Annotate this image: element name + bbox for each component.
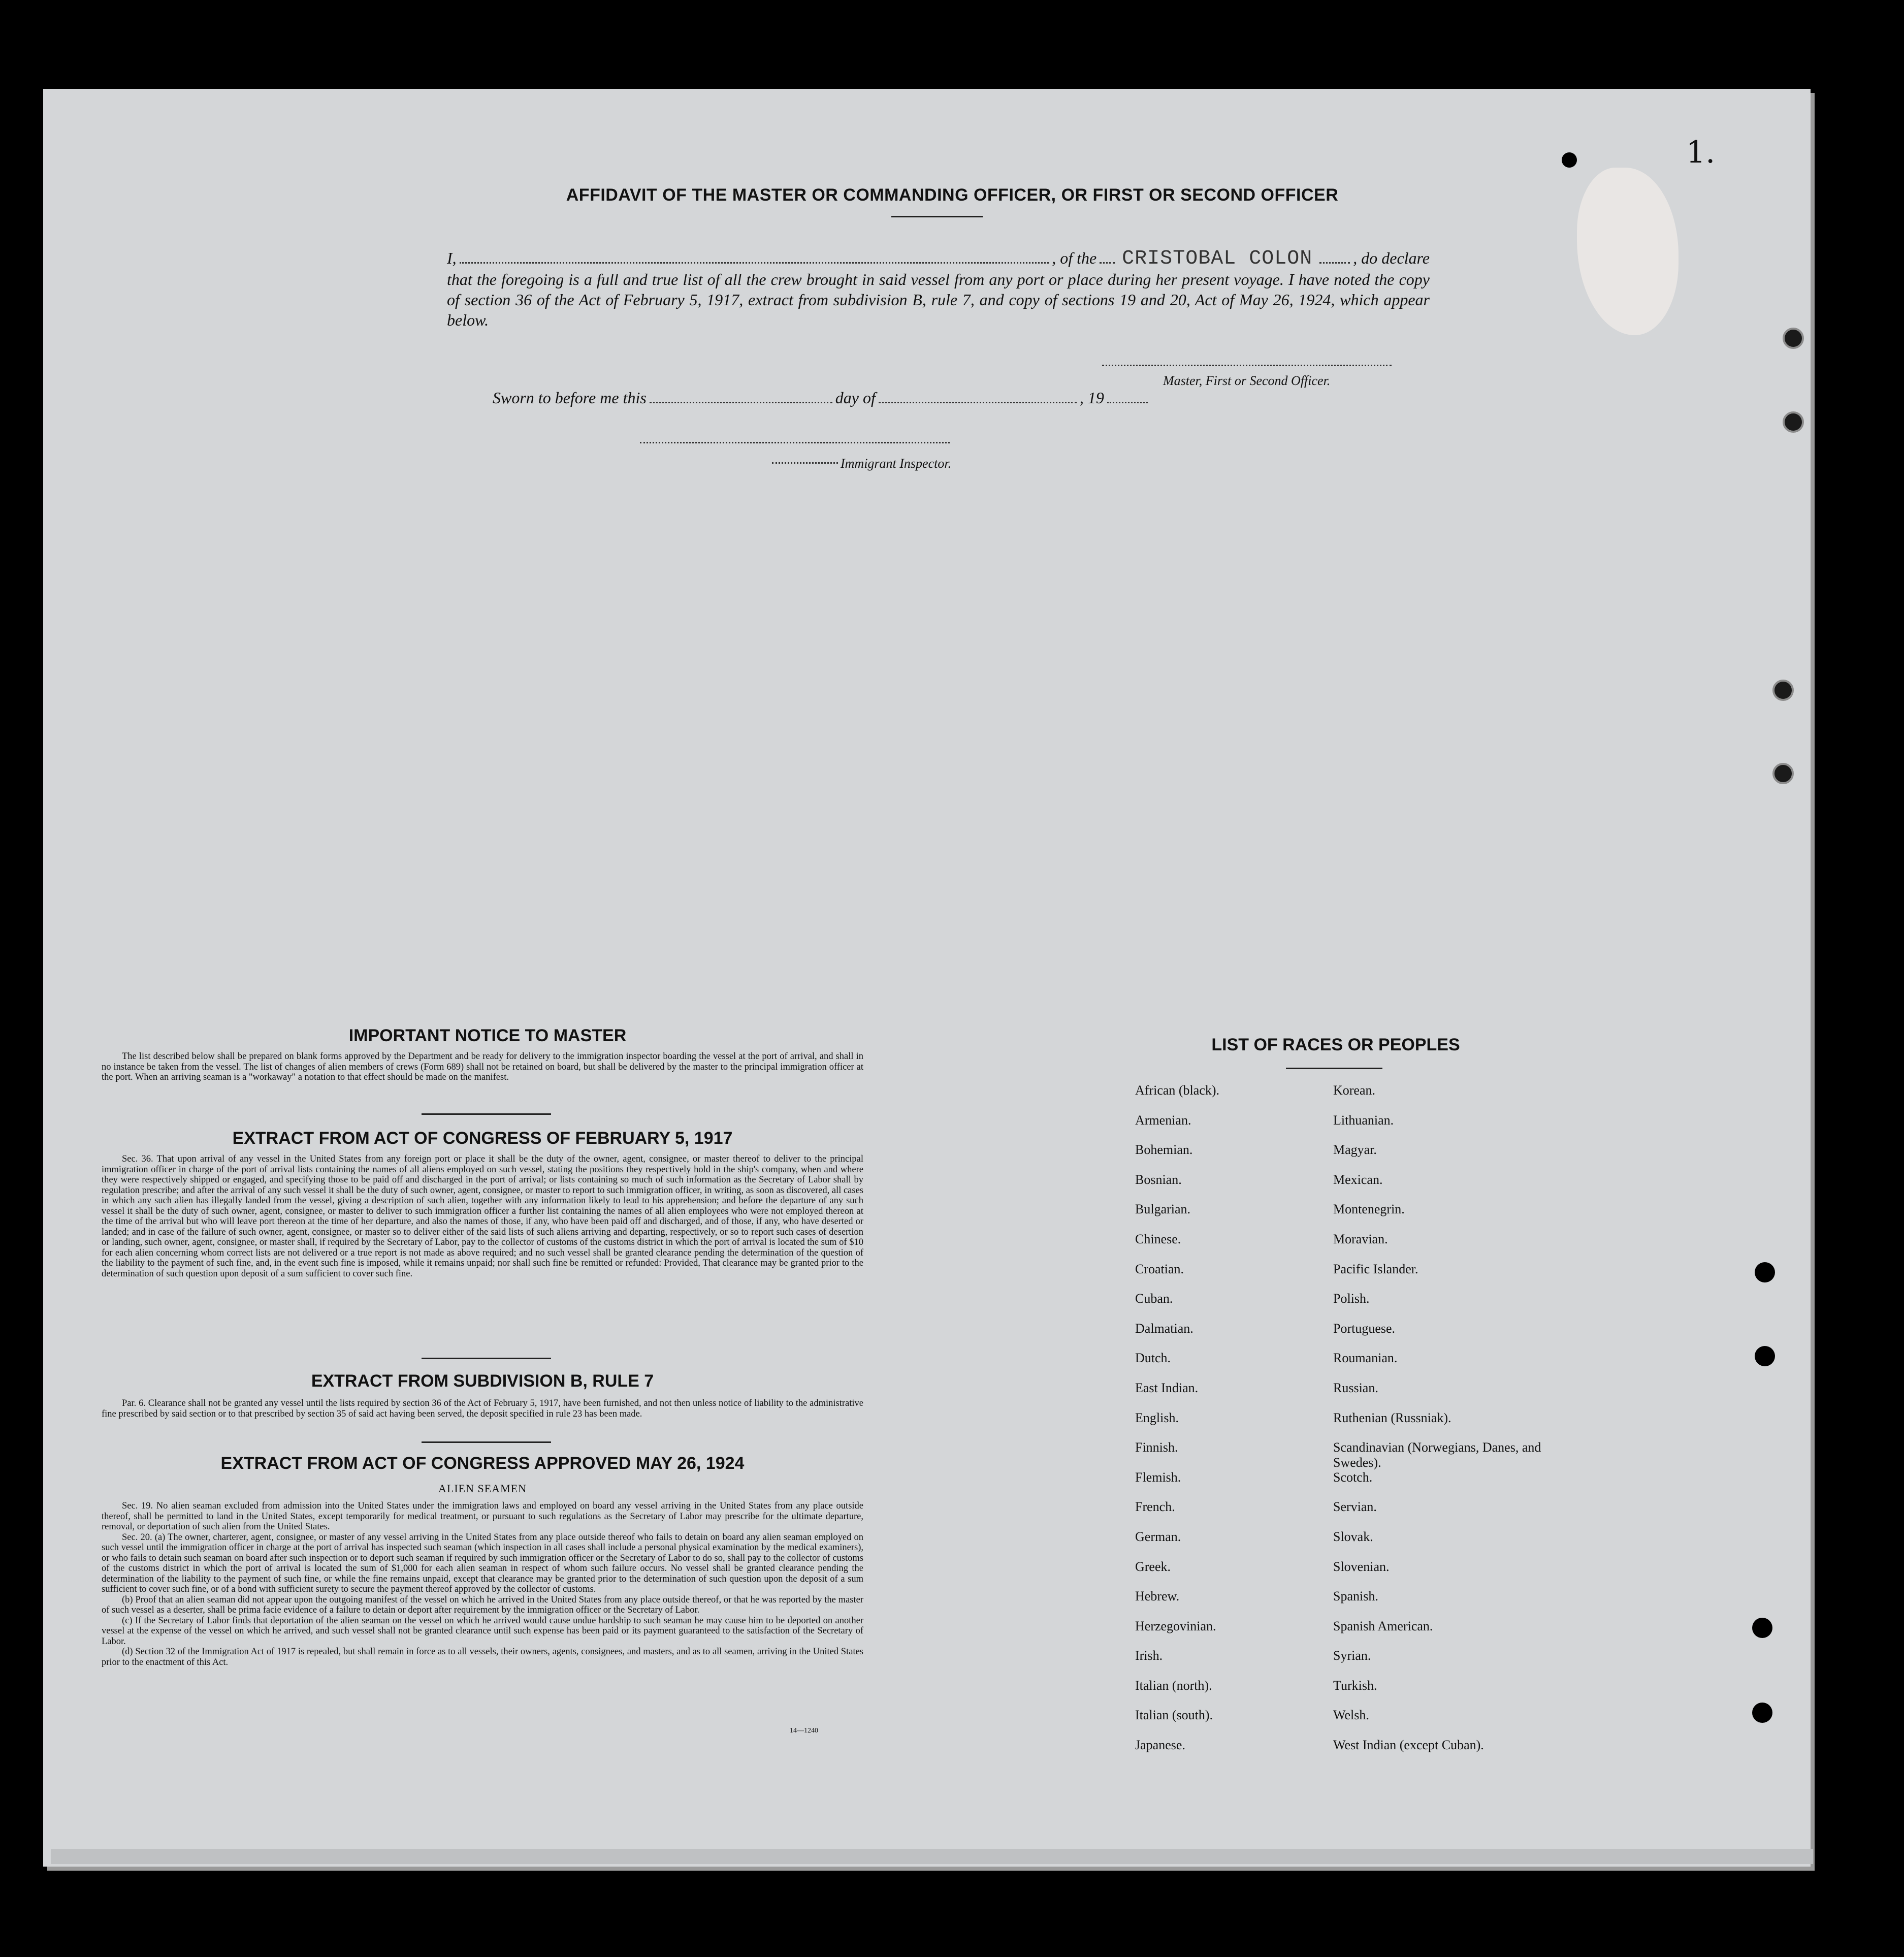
race-item: Spanish American. xyxy=(1333,1618,1433,1633)
race-item: Montenegrin. xyxy=(1333,1202,1405,1217)
notice-title: IMPORTANT NOTICE TO MASTER xyxy=(348,1026,627,1045)
name-blank[interactable] xyxy=(460,262,1049,264)
races-title: LIST OF RACES OR PEOPLES xyxy=(1211,1035,1460,1054)
race-item: French. xyxy=(1135,1499,1175,1515)
divider xyxy=(422,1441,551,1443)
race-item: Lithuanian. xyxy=(1333,1112,1394,1128)
race-item: Scotch. xyxy=(1333,1469,1373,1485)
sworn-year-blank[interactable] xyxy=(1107,401,1148,403)
race-item: Roumanian. xyxy=(1333,1351,1398,1366)
extract-1924-title: EXTRACT FROM ACT OF CONGRESS APPROVED MAY 26, 1924 xyxy=(220,1454,745,1473)
race-item: Italian (south). xyxy=(1135,1708,1213,1723)
form-number: 14—1240 xyxy=(790,1727,818,1735)
race-item: Moravian. xyxy=(1333,1231,1388,1246)
race-item: Syrian. xyxy=(1333,1648,1371,1663)
race-item: Cuban. xyxy=(1135,1291,1173,1306)
race-item: Bulgarian. xyxy=(1135,1202,1191,1217)
affidavit-text: that the foregoing is a full and true list of all the crew brought in said vessel from any port or place during her present voyage. I have noted the copy of section 36 of the Act of February 5, 1917, extract from subdivision B, rule 7, and copy of sections 19 and 20, Act of May 26, 1924, which appear below. xyxy=(447,270,1430,329)
binder-hole xyxy=(1772,680,1794,701)
extract-1924-text: Sec. 19. No alien seaman excluded from admission into the United States under the immigration laws and employed on board any vessel arriving in the United States from any place outside thereof, shall be permitted to land in the United States, except temporarily for medical treatment, or pursuant to such regulations as the Secretary of Labor may prescribe for the ultimate departure, removal, or deportation of such alien from the United States. Sec. 20. (a) The owner, charterer, agent, consignee, or master of any vessel arriving in the United States from any place outside thereof who fails to detain on board any alien seaman employed on such vessel until the immigration officer in charge at the port of arrival has inspected such seaman (which inspection in all cases shall include a personal physical examination by the medical examiners), or who fails to detain such seaman on board after such inspection or to deport such seaman if required by such immigration officer or the Secretary of Labor to do so, shall pay to the collector of customs of the customs district in which the port of arrival is located the sum of $1,000 for each alien seaman in respect of whom such failure occurs. No vessel shall be granted clearance pending the determination of the liability to the payment of such fine, or while the fine remains unpaid, except that clearance may be granted prior to the determination of such question upon the deposit of a sum sufficient to cover such fine, or of a bond with sufficient surety to secure the payment thereof approved by the collector of customs. (b) Proof that an alien seaman did not appear upon the outgoing manifest of the vessel on which he arrived in the United States from any place outside thereof, or that he was reported by the master of such vessel as a deserter, shall be prima facie evidence of a failure to detain or deport after requirement by the immigration officer or the Secretary of Labor. (c) If the Secretary of Labor finds that deportation of the alien seaman on the vessel on which he arrived would cause undue hardship to such seaman he may cause him to be deported on another vessel at the expense of the vessel on which he arrived, and such vessel shall not be granted clearance until such expense has been paid or its payment guaranteed to the satisfaction of the Secretary of Labor. (d) Section 32 of the Immigration Act of 1917 is repealed, but shall remain in force as to all vessels, their owners, agents, consignees, and masters, and as to all seamen, arriving in the United States prior to the enactment of this Act. xyxy=(102,1501,863,1667)
race-item: Croatian. xyxy=(1135,1261,1184,1276)
race-item: Bosnian. xyxy=(1135,1172,1182,1187)
binder-hole xyxy=(1755,1346,1775,1366)
day-of-label: day of xyxy=(835,389,876,407)
extract-1917-text: Sec. 36. That upon arrival of any vessel in the United States from any foreign port or place it shall be the duty of the owner, agent, consignee, or master thereof to deliver to the principal immigration officer in charge of the port of arrival lists containing the names of all aliens employed on such vessel, stating the positions they respectively hold in the ship's company, when and where they were respectively shipped or engaged, and specifying those to be paid off and discharged in the port of arrival; or lists containing so much of such information as the Secretary of Labor shall by regulation prescribe; and after the arrival of any such vessel it shall be the duty of such owner, agent, consignee, or master to report to such immigration officer, in writing, as soon as discovered, all cases in which any such alien has illegally landed from the vessel, giving a description of such alien, together with any information likely to lead to his apprehension; and before the departure of any such vessel it shall be the duty of such owner, agent, consignee, or master to deliver to such immigration officer a further list containing the names of all alien employees who were not employed thereon at the time of the arrival but who will leave port thereon at the time of her departure, and also the names of those, if any, who have been paid off and discharged, and of those, if any, who have deserted or landed; and in case of the failure of such owner, agent, consignee, or master so to deliver either of the said lists of such aliens arriving and departing, respectively, or so to report such cases of desertion or landing, such owner, agent, consignee, or master shall, if required by the Secretary of Labor, pay to the collector of customs of the customs district in which the port of arrival is located the sum of $10 for each alien concerning whom correct lists are not delivered or a true report is not made as above required; and no such vessel shall be granted clearance pending the determination of the question of the liability to the payment of such fine, and, in the event such fine is imposed, while it remains unpaid; nor shall such fine be remitted or refunded: Provided, That clearance may be granted prior to the determination of such question upon deposit of a sum sufficient to cover such fine. xyxy=(102,1154,863,1279)
race-item: German. xyxy=(1135,1529,1181,1544)
race-item: African (black). xyxy=(1135,1083,1220,1098)
divider xyxy=(891,216,983,217)
race-item: Korean. xyxy=(1333,1083,1376,1098)
race-item: Portuguese. xyxy=(1333,1321,1396,1336)
divider xyxy=(422,1113,551,1115)
race-item: Hebrew. xyxy=(1135,1589,1180,1604)
i-label: I, xyxy=(447,249,457,267)
race-item: Italian (north). xyxy=(1135,1678,1212,1693)
race-item: Chinese. xyxy=(1135,1231,1181,1246)
race-item: Servian. xyxy=(1333,1499,1377,1515)
races-left-column xyxy=(1135,1083,1328,1768)
binder-hole xyxy=(1783,328,1804,349)
race-item: Finnish. xyxy=(1135,1440,1178,1455)
corner-mark: 1. xyxy=(1686,135,1716,170)
master-label: Master, First or Second Officer. xyxy=(1163,373,1331,388)
inspector-signature-line[interactable] xyxy=(640,442,950,443)
rule7-text: Par. 6. Clearance shall not be granted any vessel until the lists required by section 36 of the Act of February 5, 1917, have been furnished, and not then unless notice of liability to the administrative fine prescribed by said section or to that prescribed by section 35 of said act having been served, the deposit specified in rule 23 has been made. xyxy=(102,1398,863,1419)
binder-hole xyxy=(1752,1618,1772,1638)
race-item: Pacific Islander. xyxy=(1333,1261,1418,1276)
binder-hole xyxy=(1755,1262,1775,1282)
race-item: English. xyxy=(1135,1410,1179,1425)
divider xyxy=(1286,1068,1382,1069)
race-item: Dalmatian. xyxy=(1135,1321,1193,1336)
race-item: Slovenian. xyxy=(1333,1559,1390,1574)
races-right-column xyxy=(1333,1083,1546,1768)
race-item: Slovak. xyxy=(1333,1529,1373,1544)
race-item: East Indian. xyxy=(1135,1380,1199,1395)
race-item: Russian. xyxy=(1333,1380,1378,1395)
race-item: Turkish. xyxy=(1333,1678,1377,1693)
do-declare-label: , do declare xyxy=(1353,249,1430,267)
page-edge xyxy=(51,1849,1813,1864)
race-item: Bohemian. xyxy=(1135,1142,1193,1158)
race-item: Flemish. xyxy=(1135,1469,1181,1485)
sworn-label: Sworn to before me this xyxy=(493,389,647,407)
race-item: Armenian. xyxy=(1135,1112,1191,1128)
race-item: Polish. xyxy=(1333,1291,1370,1306)
inspector-signature-line-short xyxy=(772,462,838,464)
race-item: Herzegovinian. xyxy=(1135,1618,1216,1633)
notice-text: The list described below shall be prepared on blank forms approved by the Department and be ready for delivery to the immigration inspector boarding the vessel at the port of arrival, and shall in no instance be taken from the vessel. The list of changes of alien members of crews (Form 689) shall not be retained on board, but shall be delivered by the master to the principal immigration officer at the port. When an arriving seaman is a "workaway" a notation to that effect should be made on the manifest. xyxy=(102,1051,863,1082)
race-item: Magyar. xyxy=(1333,1142,1377,1158)
race-item: Welsh. xyxy=(1333,1708,1369,1723)
of-the-label: , of the xyxy=(1052,249,1097,267)
race-item: Spanish. xyxy=(1333,1589,1378,1604)
race-item: Greek. xyxy=(1135,1559,1171,1574)
race-item: Mexican. xyxy=(1333,1172,1383,1187)
race-item: West Indian (except Cuban). xyxy=(1333,1738,1484,1753)
rule7-title: EXTRACT FROM SUBDIVISION B, RULE 7 xyxy=(311,1371,654,1391)
binder-hole xyxy=(1772,763,1794,784)
master-signature-line[interactable] xyxy=(1102,365,1392,366)
sworn-line xyxy=(493,389,1178,407)
binder-hole xyxy=(1562,152,1577,168)
race-item: Japanese. xyxy=(1135,1738,1185,1753)
extract-1917-title: EXTRACT FROM ACT OF CONGRESS OF FEBRUARY 5, 1917 xyxy=(232,1129,733,1148)
extract-1924-subtitle: ALIEN SEAMEN xyxy=(438,1482,527,1495)
binder-hole xyxy=(1783,411,1804,433)
year-label: , 19 xyxy=(1079,389,1104,407)
race-item: Ruthenian (Russniak). xyxy=(1333,1410,1451,1425)
inspector-label: Immigrant Inspector. xyxy=(841,456,952,471)
ship-name: CRISTOBAL COLON xyxy=(1122,247,1313,270)
race-item: Irish. xyxy=(1135,1648,1163,1663)
sworn-month-blank[interactable] xyxy=(879,401,1077,403)
affidavit-body xyxy=(447,248,1430,330)
sworn-day-blank[interactable] xyxy=(650,401,832,403)
affidavit-title: AFFIDAVIT OF THE MASTER OR COMMANDING OFFICER, OR FIRST OR SECOND OFFICER xyxy=(566,185,1339,205)
divider xyxy=(422,1358,551,1359)
race-item: Dutch. xyxy=(1135,1351,1171,1366)
binder-hole xyxy=(1752,1703,1772,1723)
race-item: Scandinavian (Norwegians, Danes, and Swedes). xyxy=(1333,1440,1541,1470)
